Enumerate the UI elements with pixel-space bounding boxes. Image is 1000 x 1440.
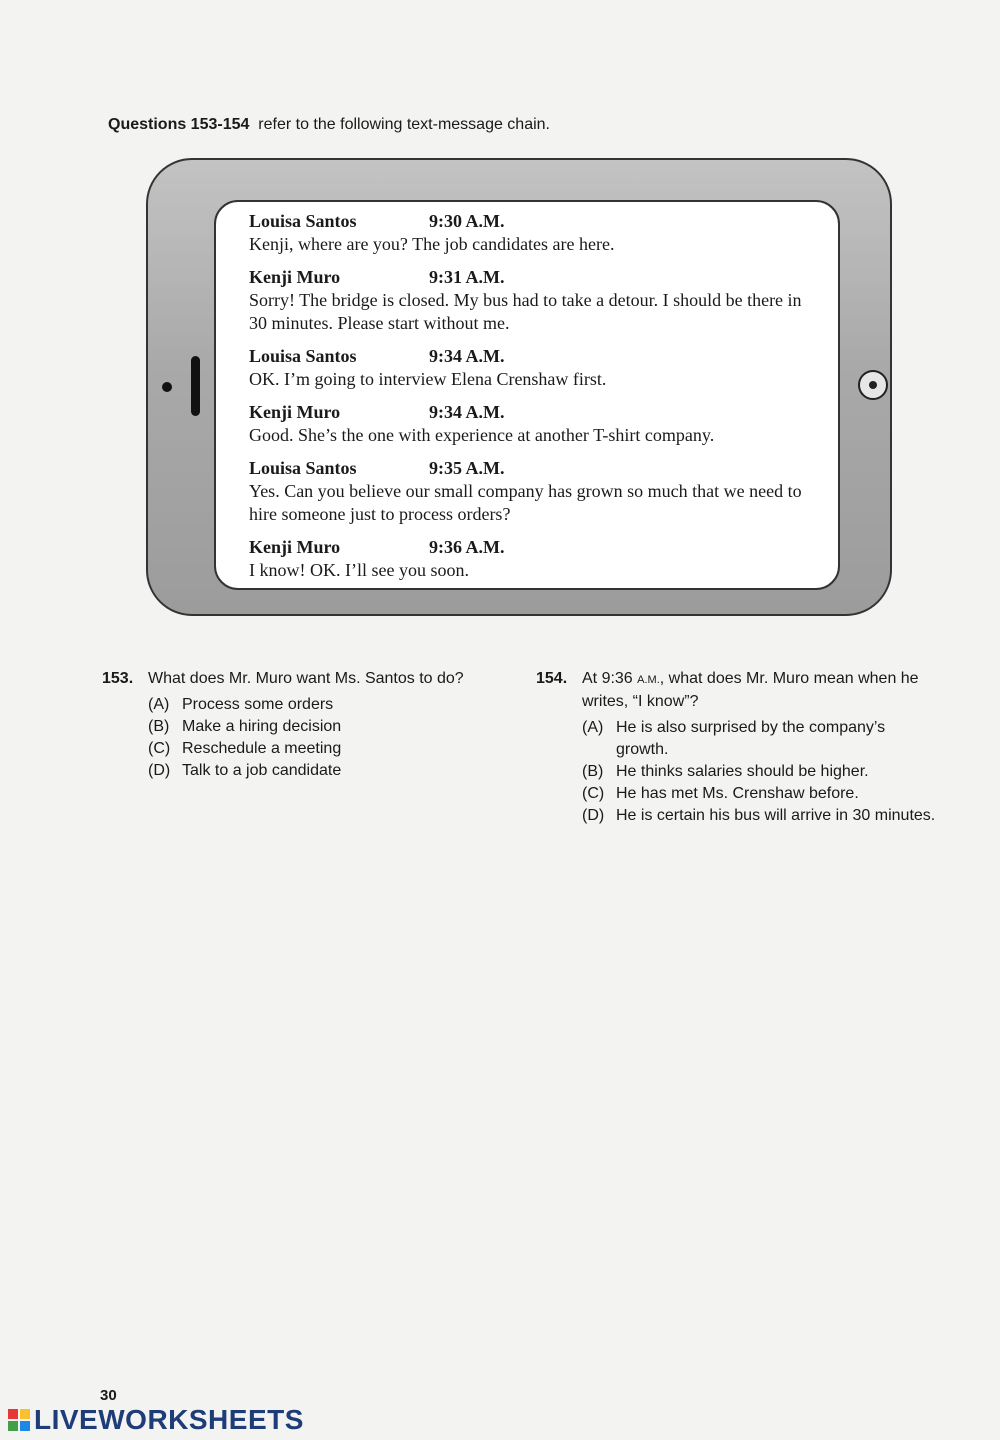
message-time: 9:36 A.M. [429,537,505,557]
message-sender: Louisa Santos [249,458,357,478]
message-time: 9:34 A.M. [429,346,505,366]
question-text: What does Mr. Muro want Ms. Santos to do? [148,670,464,687]
question-text: At 9:36 A.M., what does Mr. Muro mean when he writes, “I know”? [582,670,919,710]
tablet-frame [146,158,892,616]
message-time: 9:35 A.M. [429,458,505,478]
home-button-icon [858,370,888,400]
message-item [249,266,838,335]
message-item [249,457,838,526]
message-text: Yes. Can you believe our small company has grown so much that we need to hire someone just to process orders? [249,481,802,524]
message-item [249,210,838,256]
message-text: I know! OK. I’ll see you soon. [249,560,469,580]
question-number: 153. [102,670,134,687]
logo-grid-icon [8,1409,30,1431]
answer-options [582,717,936,827]
answer-option-b[interactable]: (B) He thinks salaries should be higher. [582,763,869,780]
message-text: OK. I’m going to interview Elena Crenshaw first. [249,369,607,389]
message-screen [214,200,840,590]
answer-option-d[interactable]: (D) He is certain his bus will arrive in 30 minutes. [582,807,936,824]
page-number: 30 [100,1387,117,1404]
camera-icon [162,382,172,392]
answer-option-a[interactable]: (A) He is also surprised by the company’s growth. [582,719,886,758]
message-item [249,345,838,391]
answer-options [148,694,482,782]
liveworksheets-logo[interactable] [8,1404,304,1436]
message-time: 9:31 A.M. [429,267,505,287]
message-text: Kenji, where are you? The job candidates are here. [249,234,615,254]
message-sender: Louisa Santos [249,211,357,231]
message-time: 9:34 A.M. [429,402,505,422]
message-sender: Kenji Muro [249,267,341,287]
answer-option-a[interactable]: (A) Process some orders [148,696,334,713]
speaker-bar-icon [191,356,200,416]
message-item [249,401,838,447]
answer-option-c[interactable]: (C) Reschedule a meeting [148,740,342,757]
message-sender: Louisa Santos [249,346,357,366]
question-number: 154. [536,670,568,687]
message-item [249,536,838,582]
message-text: Good. She’s the one with experience at another T-shirt company. [249,425,715,445]
message-time: 9:30 A.M. [429,211,505,231]
question-154 [536,668,936,827]
message-sender: Kenji Muro [249,402,341,422]
answer-option-b[interactable]: (B) Make a hiring decision [148,718,342,735]
answer-option-d[interactable]: (D) Talk to a job candidate [148,762,342,779]
intro-question-range: Questions 153-154 [108,116,250,133]
question-153 [102,668,482,782]
message-text: Sorry! The bridge is closed. My bus had to take a detour. I should be there in 30 minutes. Please start without me. [249,290,802,333]
message-sender: Kenji Muro [249,537,341,557]
brand-name: LIVEWORKSHEETS [34,1404,304,1435]
section-intro [108,116,550,134]
intro-text: refer to the following text-message chain. [258,116,550,133]
answer-option-c[interactable]: (C) He has met Ms. Crenshaw before. [582,785,859,802]
